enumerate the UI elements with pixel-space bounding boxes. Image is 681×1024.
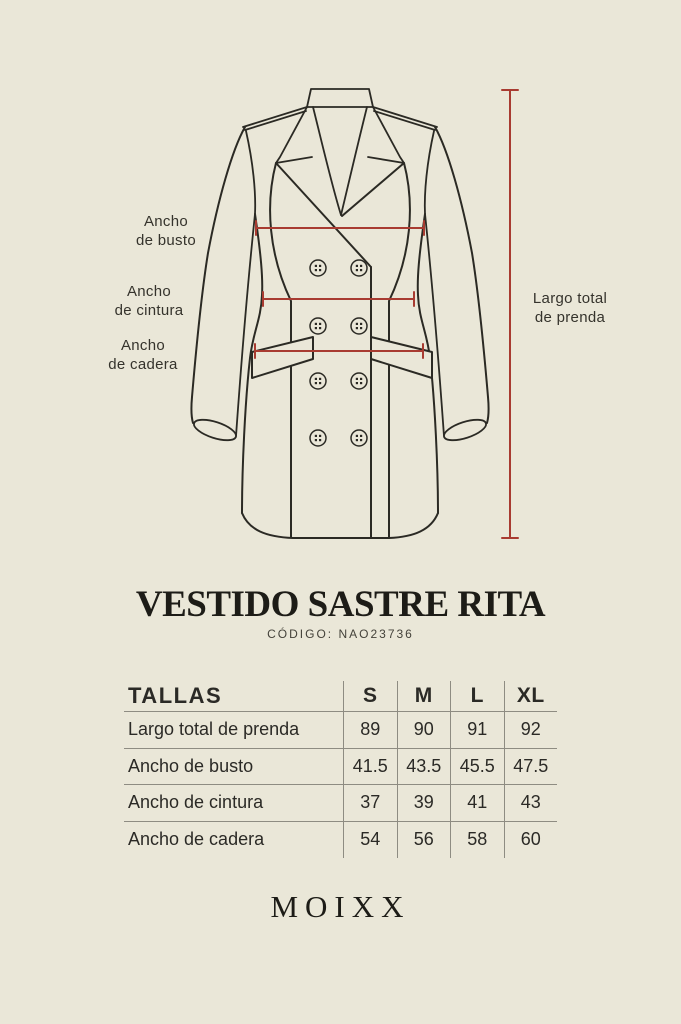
lapel-left-edge — [276, 163, 371, 267]
product-code: CÓDIGO: NAO23736 — [267, 627, 414, 641]
bust-label-line2: de busto — [136, 232, 196, 249]
bust-label — [101, 212, 231, 250]
row-label-ancho-cadera: Ancho de cadera — [128, 829, 265, 850]
length-label-line1: Largo total — [532, 290, 608, 307]
waist-label-line1: Ancho — [126, 283, 172, 300]
button — [310, 373, 326, 389]
waist-label-line2: de cintura — [114, 302, 184, 319]
measurement-lines-group — [255, 90, 518, 538]
length-label — [505, 289, 635, 327]
button — [351, 260, 367, 276]
waist-label — [84, 282, 214, 320]
table-cell: 37 — [343, 785, 397, 822]
buttons-group — [310, 260, 367, 446]
neckline-v-left — [313, 107, 341, 215]
size-table — [124, 681, 557, 858]
armhole-left — [246, 131, 255, 214]
sleeve-right-outer — [435, 127, 489, 423]
coat-outline-group — [191, 89, 488, 538]
size-column-header-xl: XL — [504, 681, 558, 712]
back-collar — [307, 89, 373, 107]
table-cell: 91 — [450, 712, 504, 749]
table-cell: 45.5 — [450, 749, 504, 786]
size-column-header-l: L — [450, 681, 504, 712]
table-cell: 41.5 — [343, 749, 397, 786]
pocket-flap-left — [252, 337, 313, 378]
hip-label-line1: Ancho — [120, 337, 166, 354]
button — [310, 260, 326, 276]
button — [351, 373, 367, 389]
table-cell: 54 — [343, 822, 397, 859]
table-cell: 89 — [343, 712, 397, 749]
button — [310, 318, 326, 334]
cuff-left — [192, 416, 239, 445]
hem — [242, 513, 438, 538]
table-cell: 43 — [504, 785, 558, 822]
armhole-right — [425, 131, 434, 214]
brand-logo: MOIXX — [270, 889, 411, 924]
size-column-header-m: M — [397, 681, 451, 712]
table-cell: 56 — [397, 822, 451, 859]
row-label-ancho-cintura: Ancho de cintura — [124, 785, 343, 822]
button — [351, 318, 367, 334]
table-cell: 47.5 — [504, 749, 558, 786]
button — [310, 430, 326, 446]
row-label-ancho-busto: Ancho de busto — [124, 749, 343, 786]
table-cell: 39 — [397, 785, 451, 822]
button — [351, 430, 367, 446]
table-cell: 90 — [397, 712, 451, 749]
size-column-header-s: S — [343, 681, 397, 712]
bust-label-line1: Ancho — [143, 213, 189, 230]
hip-label-line2: de cadera — [108, 356, 178, 373]
table-cell: 43.5 — [397, 749, 451, 786]
table-cell: 60 — [504, 822, 558, 859]
table-cell: 92 — [504, 712, 558, 749]
row-label-largo-total: Largo total de prenda — [124, 712, 343, 749]
product-title: VESTIDO SASTRE RITA — [135, 584, 546, 625]
sleeve-left-outer — [191, 127, 245, 423]
hip-label — [78, 336, 208, 374]
size-table-header: TALLAS — [124, 681, 343, 712]
length-label-line2: de prenda — [534, 309, 606, 326]
table-cell: 41 — [450, 785, 504, 822]
cuff-right — [442, 416, 489, 445]
table-cell: 58 — [450, 822, 504, 859]
